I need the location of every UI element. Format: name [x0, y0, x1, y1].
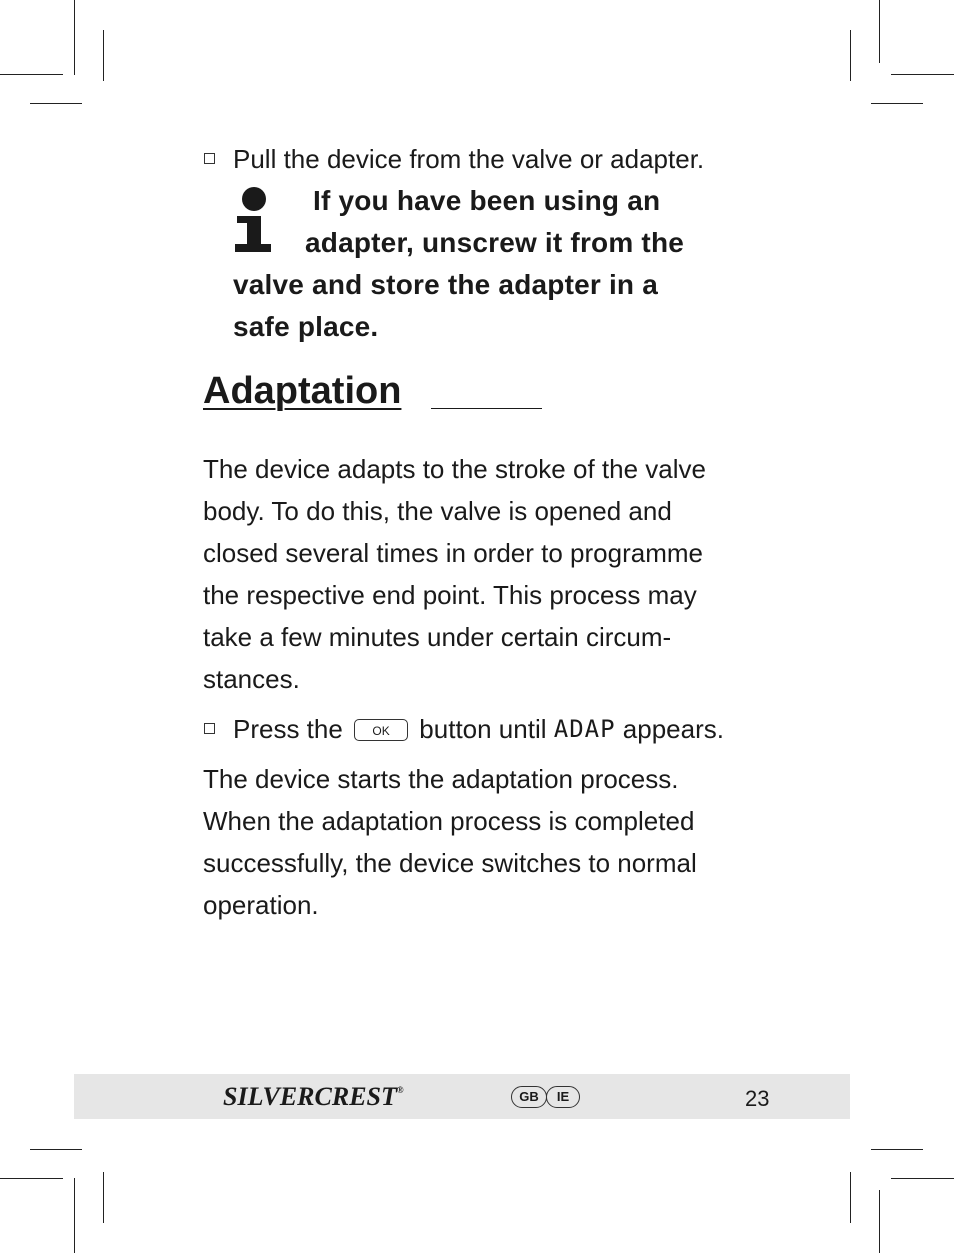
info-icon: [234, 186, 272, 254]
text-line: The device starts the adaptation process.: [203, 764, 679, 794]
text-line: stances.: [203, 664, 300, 694]
step-press-ok: [203, 708, 748, 750]
step-text: button until: [419, 714, 547, 744]
info-line: safe place.: [233, 311, 379, 342]
info-note: [203, 180, 748, 348]
text-line: When the adaptation process is completed: [203, 806, 695, 836]
step-checkbox: [204, 153, 215, 164]
crop-mark: [30, 103, 82, 104]
crop-mark: [0, 74, 63, 75]
crop-mark: [30, 1149, 82, 1150]
brand-name: SILVERCREST: [223, 1082, 397, 1111]
heading-underline: [431, 408, 542, 409]
crop-mark: [879, 1190, 880, 1253]
crop-mark: [103, 1172, 104, 1223]
crop-mark: [74, 1178, 75, 1253]
page-footer: [74, 1074, 850, 1119]
crop-mark: [891, 1178, 954, 1179]
step-text: Pull the device from the valve or adapter.: [233, 144, 705, 174]
section-heading: [203, 368, 748, 420]
step-text: Press the: [233, 714, 343, 744]
crop-mark: [850, 30, 851, 81]
text-line: The device adapts to the stroke of the valve: [203, 454, 706, 484]
section-title: Adaptation: [203, 370, 402, 412]
info-note-text: [233, 180, 748, 348]
language-badge-ie: IE: [546, 1086, 580, 1108]
ok-key-icon: OK: [354, 719, 408, 741]
language-badge-gb: GB: [511, 1086, 547, 1108]
crop-mark: [0, 1178, 63, 1179]
text-line: the respective end point. This process may: [203, 580, 697, 610]
step-pull-device: [203, 138, 748, 180]
brand-logo: [223, 1082, 404, 1112]
crop-mark: [850, 1172, 851, 1223]
text-line: take a few minutes under certain circum-: [203, 622, 672, 652]
crop-mark: [103, 30, 104, 81]
registered-mark: ®: [396, 1085, 404, 1095]
text-line: operation.: [203, 890, 319, 920]
lcd-display-text: ADAP: [553, 715, 616, 743]
crop-mark: [74, 0, 75, 75]
text-line: successfully, the device switches to normal: [203, 848, 697, 878]
crop-mark: [871, 103, 923, 104]
step-checkbox: [204, 723, 215, 734]
info-line: If you have been using an: [313, 185, 661, 216]
crop-mark: [879, 0, 880, 63]
crop-mark: [871, 1149, 923, 1150]
text-line: body. To do this, the valve is opened and: [203, 496, 672, 526]
page-content: [203, 138, 748, 926]
adaptation-result: [203, 758, 748, 926]
page-number: 23: [745, 1086, 770, 1111]
crop-mark: [891, 74, 954, 75]
text-line: closed several times in order to programme: [203, 538, 703, 568]
info-line: valve and store the adapter in a: [233, 269, 658, 300]
info-line: adapter, unscrew it from the: [305, 227, 685, 258]
adaptation-intro: [203, 448, 748, 700]
step-text: appears.: [622, 714, 724, 744]
